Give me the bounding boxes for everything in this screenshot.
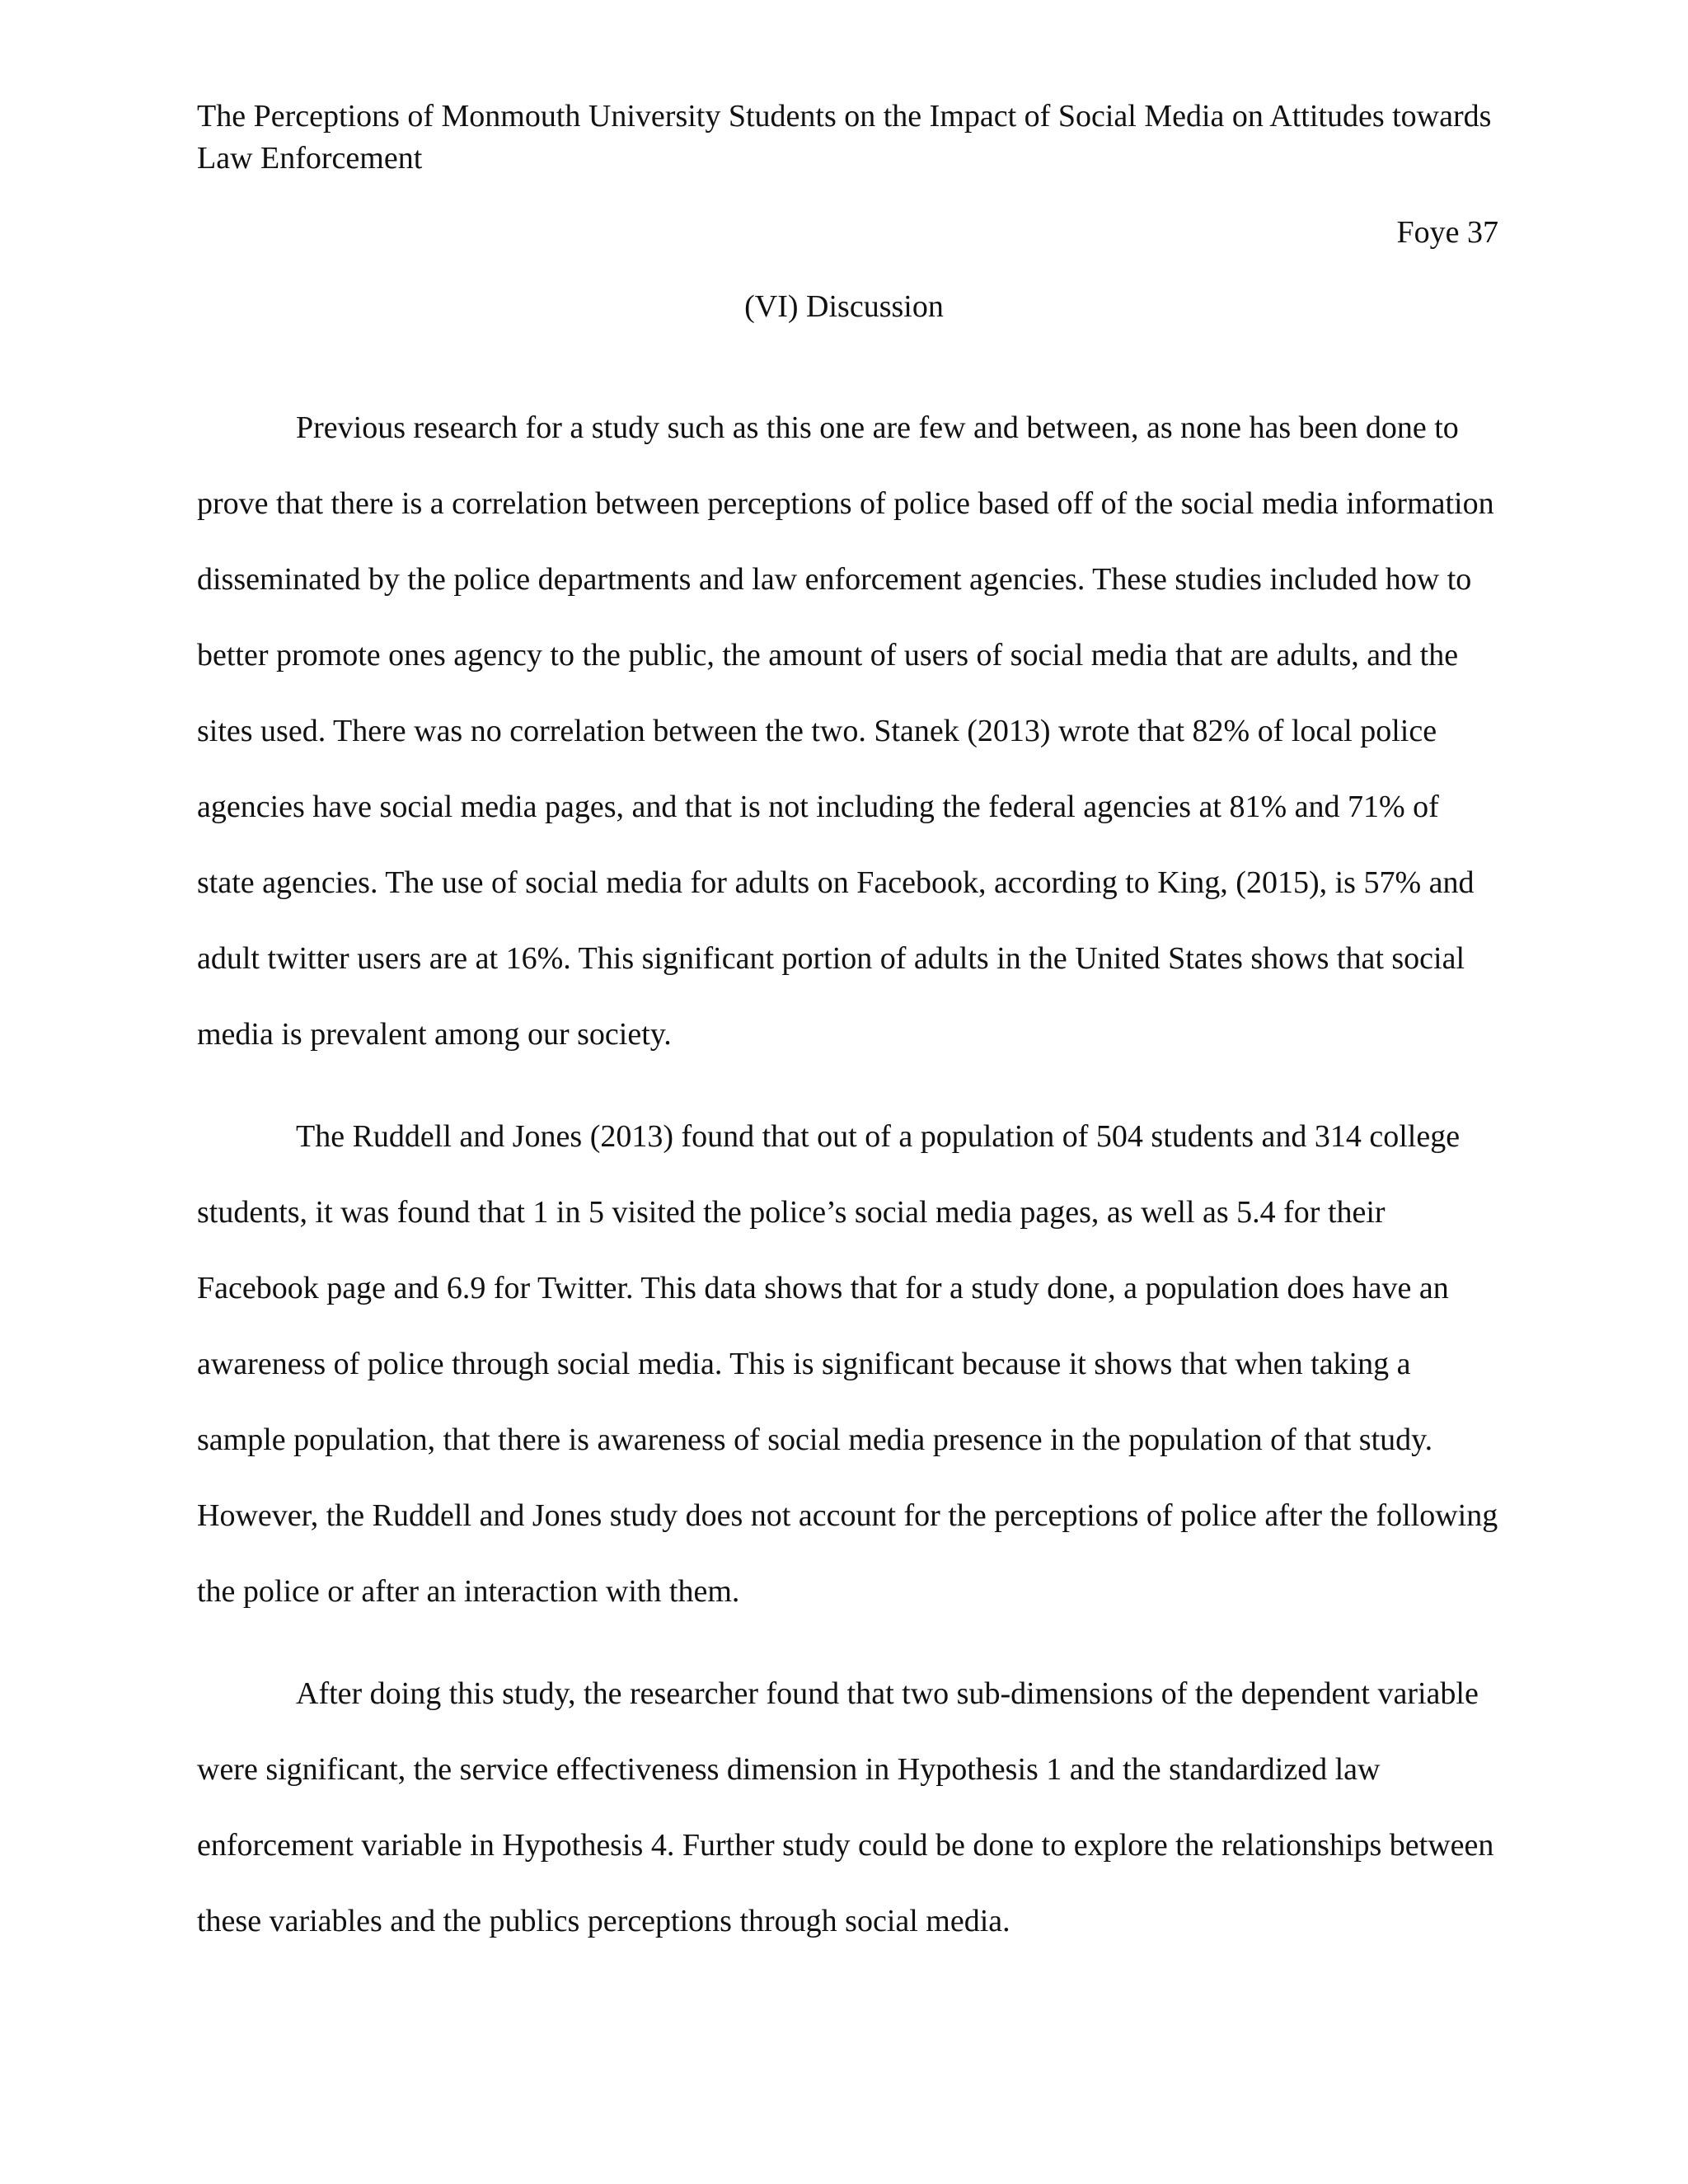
paragraph-ruddell-jones: The Ruddell and Jones (2013) found that out of a population of 504 students and 314 college students, it was found that 1 in 5 visited the police’s social media pages, as well as 5.4 for their Facebook page and 6.9 for Twitter. This data shows that for a study done, a population does have an awareness of police through social media. This is significant because it shows that when taking a sample population, that there is awareness of social media presence in the population of that study. However, the Ruddell and Jones study does not account for the perceptions of police after the following the police or after an interaction with them. bbox=[197, 1119, 1498, 1609]
body-text bbox=[197, 390, 1501, 1985]
running-title: The Perceptions of Monmouth University Students on the Impact of Social Media on Attitudes towards Law Enforcement bbox=[197, 99, 1492, 176]
section-heading: (VI) Discussion bbox=[744, 289, 944, 324]
paragraph-findings: After doing this study, the researcher found that two sub-dimensions of the dependent variable were significant, the service effectiveness dimension in Hypothesis 1 and the standardized law enforcement variable in Hypothesis 4. Further study could be done to explore the relationships between these variables and the publics perceptions through social media. bbox=[197, 1676, 1494, 1938]
page-number: Foye 37 bbox=[1396, 215, 1498, 250]
paragraph-previous-research: Previous research for a study such as this one are few and between, as none has been done to prove that there is a correlation between perceptions of police based off of the social media information disseminated by the police departments and law enforcement agencies. These studies included how to better promote ones agency to the public, the amount of users of social media that are adults, and the sites used. There was no correlation between the two. Stanek (2013) wrote that 82% of local police agencies have social media pages, and that is not including the federal agencies at 81% and 71% of state agencies. The use of social media for adults on Facebook, according to King, (2015), is 57% and adult twitter users are at 16%. This significant portion of adults in the United States shows that social media is prevalent among our society. bbox=[197, 410, 1494, 1052]
